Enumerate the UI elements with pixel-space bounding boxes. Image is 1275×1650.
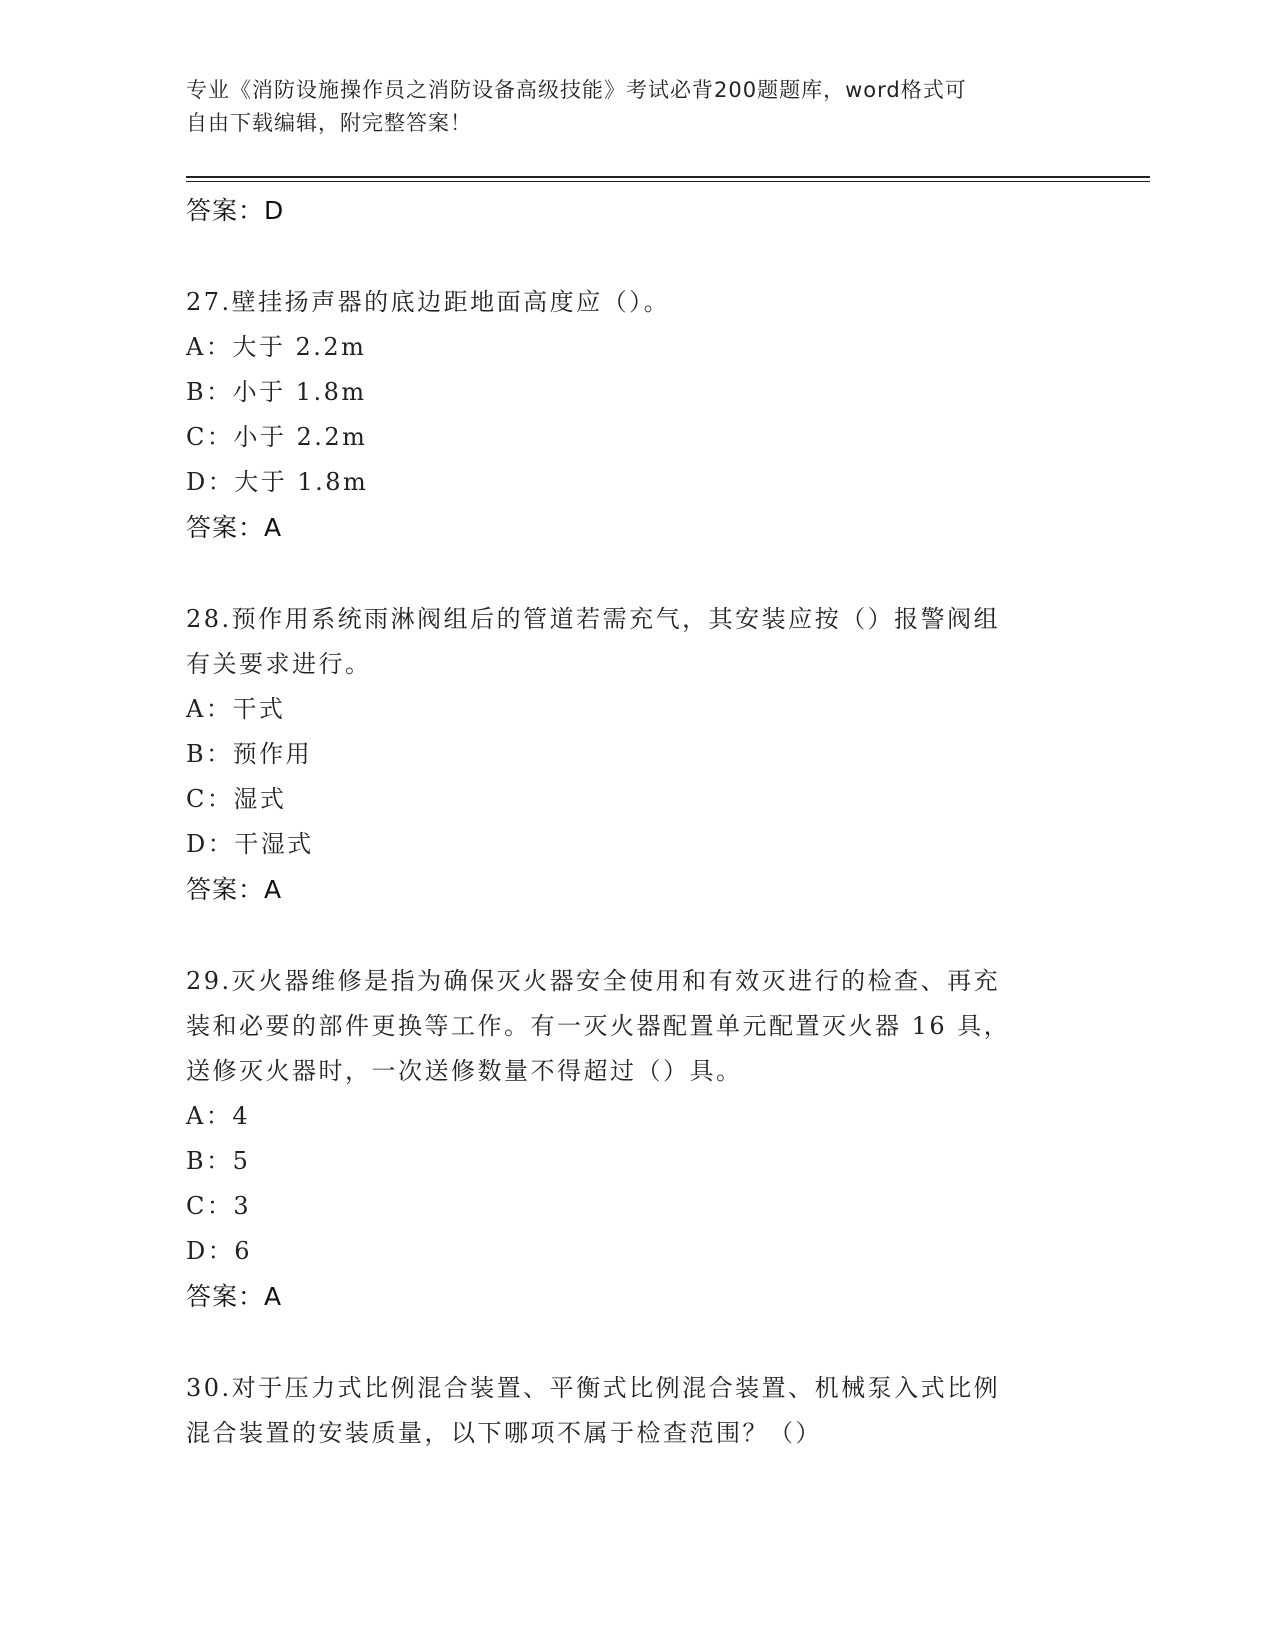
question-stem: 27.壁挂扬声器的底边距地面高度应（）。 [186, 288, 671, 316]
header-divider-thick [186, 176, 1150, 178]
document-header [186, 74, 1086, 140]
question-stem: 混合装置的安装质量，以下哪项不属于检查范围？（） [186, 1419, 822, 1447]
question-stem: 有关要求进行。 [186, 650, 372, 678]
question-stem: 装和必要的部件更换等工作。有一灭火器配置单元配置灭火器 16 具， [186, 1012, 1011, 1040]
option-c: C：3 [186, 1192, 252, 1220]
header-line-1: 专业《消防设施操作员之消防设备高级技能》考试必背200题题库，word格式可 [186, 78, 967, 102]
option-d: D：大于 1.8m [186, 468, 369, 496]
question-stem: 30.对于压力式比例混合装置、平衡式比例混合装置、机械泵入式比例 [186, 1374, 1001, 1402]
option-d: D：干湿式 [186, 830, 314, 858]
question-27 [186, 280, 1086, 550]
header-line-2: 自由下载编辑，附完整答案！ [186, 111, 472, 135]
option-a: A：干式 [186, 695, 286, 723]
option-b: B：小于 1.8m [186, 378, 367, 406]
question-stem: 送修灭火器时，一次送修数量不得超过（）具。 [186, 1057, 743, 1085]
question-list [186, 188, 1086, 1456]
option-a: A：4 [186, 1102, 251, 1130]
question-29 [186, 959, 1086, 1319]
question-28 [186, 597, 1086, 912]
question-stem: 29.灭火器维修是指为确保灭火器安全使用和有效灭进行的检查、再充 [186, 967, 1001, 995]
answer-line: 答案：D [186, 196, 285, 225]
header-divider-thin [186, 181, 1150, 182]
option-a: A：大于 2.2m [186, 333, 367, 361]
answer-line: 答案：A [186, 875, 283, 904]
option-c: C：湿式 [186, 785, 287, 813]
option-b: B：5 [186, 1147, 251, 1175]
option-c: C：小于 2.2m [186, 423, 368, 451]
answer-line: 答案：A [186, 513, 283, 542]
option-d: D：6 [186, 1237, 253, 1265]
option-b: B：预作用 [186, 740, 313, 768]
question-stem: 28.预作用系统雨淋阀组后的管道若需充气，其安装应按（）报警阀组 [186, 605, 1001, 633]
answer-line: 答案：A [186, 1282, 283, 1311]
question-30 [186, 1366, 1086, 1456]
